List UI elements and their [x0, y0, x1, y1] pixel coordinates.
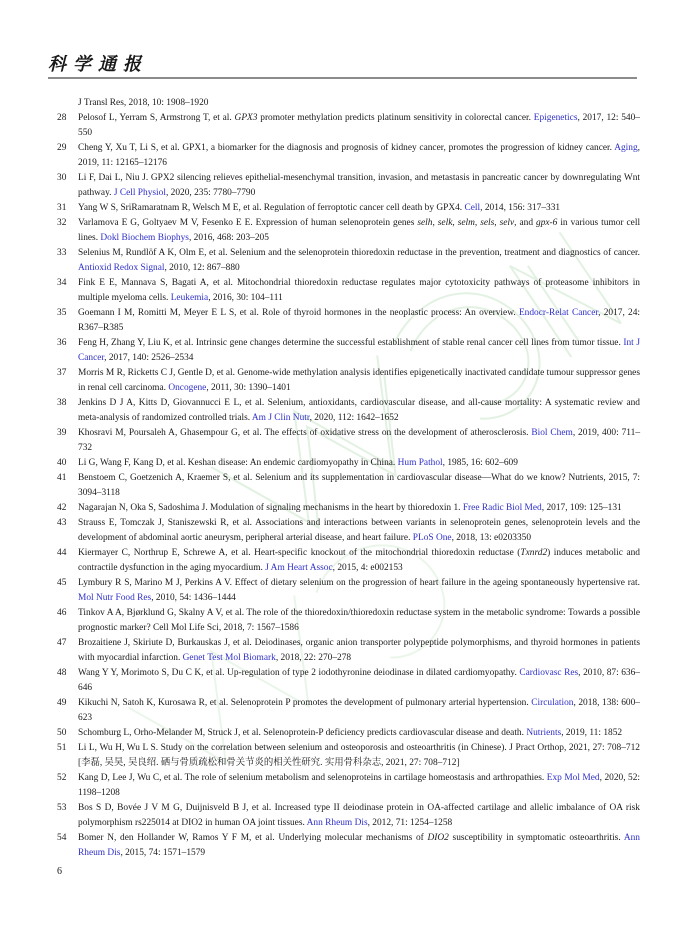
reference-number: 33 [57, 248, 67, 258]
reference-item [57, 216, 640, 246]
italic-gene-term: sels [480, 218, 495, 228]
journal-link[interactable]: Genet Test Mol Biomark [182, 653, 276, 663]
italic-gene-term: DIO2 [427, 833, 449, 843]
journal-link[interactable]: Circulation [531, 698, 574, 708]
reference-item [57, 171, 640, 201]
reference-number: 43 [57, 518, 67, 528]
reference-item [57, 426, 640, 456]
italic-gene-term: selv [499, 218, 515, 228]
reference-number: 54 [57, 833, 67, 843]
reference-text: , 2018, 13: e0203350 [451, 533, 532, 543]
reference-text: , 2018, 22: 270–278 [275, 653, 352, 663]
reference-item [57, 471, 640, 501]
reference-item [57, 576, 640, 606]
italic-gene-term: GPX3 [234, 113, 258, 123]
journal-link[interactable]: Exp Mol Med [546, 773, 600, 783]
reference-text: , 1985, 16: 602–609 [442, 458, 518, 468]
reference-number: 42 [57, 503, 67, 513]
reference-text: , 2010, 12: 867–880 [164, 263, 240, 273]
reference-number: 51 [57, 743, 67, 753]
reference-number: 38 [57, 398, 67, 408]
italic-gene-term: Txnrd2 [520, 548, 548, 558]
reference-text: susceptibility in symptomatic osteoarthritis. [448, 833, 624, 843]
reference-text: , 2019, 11: 1852 [561, 728, 623, 738]
journal-link[interactable]: Cardiovasc Res [519, 668, 579, 678]
journal-link[interactable]: Am J Clin Nutr [251, 413, 310, 423]
reference-list [57, 111, 640, 861]
reference-item [57, 546, 640, 576]
reference-text: Strauss E, Tomczak J, Staniszewski R, et al. Associations and interactions between variants in selenoprotein genes, selenoprotein levels and the development of abdominal aortic aneurysm, peripheral arterial disease, and heart failure. [78, 518, 640, 543]
reference-text: Cheng Y, Xu T, Li S, et al. GPX1, a biomarker for the diagnosis and prognosis of kidney cancer, promotes the progression of kidney cancer. [78, 143, 615, 153]
reference-text: , 2020, 52: 1198–1208 [78, 773, 640, 798]
journal-link[interactable]: J Am Heart Assoc [265, 563, 333, 573]
page-number: 6 [57, 866, 62, 877]
reference-number: 34 [57, 278, 67, 288]
reference-text: Yang W S, SriRamaratnam R, Welsch M E, et al. Regulation of ferroptotic cancer cell death by GPX4. [78, 203, 465, 213]
journal-link[interactable]: Ann Rheum Dis [306, 818, 368, 828]
reference-item [57, 111, 640, 141]
reference-number: 49 [57, 698, 67, 708]
journal-link[interactable]: J Cell Physiol [113, 188, 166, 198]
journal-link[interactable]: Leukemia [170, 293, 209, 303]
reference-item [57, 246, 640, 276]
journal-link[interactable]: Epigenetics [533, 113, 578, 123]
reference-number: 45 [57, 578, 67, 588]
reference-item [57, 516, 640, 546]
reference-number: 36 [57, 338, 67, 348]
italic-gene-term: selm [457, 218, 475, 228]
reference-number: 46 [57, 608, 67, 618]
reference-text: Kang D, Lee J, Wu C, et al. The role of selenium metabolism and selenoproteins in cartilage homeostasis and arthropathies. [78, 773, 547, 783]
reference-text: Li F, Dai L, Niu J. GPX2 silencing relieves epithelial-mesenchymal transition, invasion, and metastasis in pancreatic cancer by downregulating Wnt pathway. [78, 173, 640, 198]
italic-gene-term: selk [437, 218, 453, 228]
reference-text: , 2015, 4: e002153 [332, 563, 403, 573]
reference-text: , [432, 218, 438, 228]
journal-link[interactable]: Free Radic Biol Med [462, 503, 542, 513]
reference-text: Wang Y Y, Morimoto S, Du C K, et al. Up-regulation of type 2 iodothyronine deiodinase in dilated cardiomyopathy. [78, 668, 520, 678]
reference-number: 37 [57, 368, 67, 378]
reference-text: Bomer N, den Hollander W, Ramos Y F M, et al. Underlying molecular mechanisms of [78, 833, 428, 843]
reference-number: 48 [57, 668, 67, 678]
header-rule [48, 77, 637, 79]
reference-item [57, 456, 640, 471]
reference-number: 30 [57, 173, 67, 183]
italic-gene-term: gpx-6 [536, 218, 558, 228]
reference-text: Nagarajan N, Oka S, Sadoshima J. Modulation of signaling mechanisms in the heart by thioredoxin 1. [78, 503, 463, 513]
journal-logo: 科学通报 [48, 54, 148, 74]
reference-text: , 2019, 11: 12165–12176 [78, 143, 640, 168]
reference-item [57, 366, 640, 396]
journal-link[interactable]: Cell [464, 203, 481, 213]
reference-text: , 2014, 156: 317–331 [480, 203, 561, 213]
reference-text: Li G, Wang F, Kang D, et al. Keshan disease: An endemic cardiomyopathy in China. [78, 458, 398, 468]
reference-text: , [474, 218, 481, 228]
journal-link[interactable]: Biol Chem [531, 428, 573, 438]
reference-item [57, 636, 640, 666]
reference-text: Varlamova E G, Goltyaev M V, Fesenko E E. Expression of human selenoprotein genes [78, 218, 418, 228]
journal-link[interactable]: PLoS One [412, 533, 452, 543]
reference-text: , 2011, 30: 1390–1401 [206, 383, 291, 393]
reference-text: Kikuchi N, Satoh K, Kurosawa R, et al. Selenoprotein P promotes the development of pulmonary arterial hypertension. [78, 698, 532, 708]
reference-text: ) induces metabolic and contractile dysfunction in the aging myocardium. [78, 548, 640, 573]
reference-number: 29 [57, 143, 67, 153]
reference-text: , 2010, 87: 636–646 [78, 668, 640, 693]
italic-gene-term: selh [417, 218, 433, 228]
reference-text: Fink E E, Mannava S, Bagati A, et al. Mitochondrial thioredoxin reductase regulates major cytotoxicity pathways of proteasome inhibitors in multiple myeloma cells. [78, 278, 640, 303]
journal-link[interactable]: Antioxid Redox Signal [78, 263, 165, 273]
reference-text: , 2012, 71: 1254–1258 [367, 818, 453, 828]
reference-item [57, 141, 640, 171]
reference-number: 44 [57, 548, 67, 558]
reference-text: in various tumor cell lines. [78, 218, 641, 243]
reference-text: Jenkins D J A, Kitts D, Giovannucci E L, et al. Selenium, antioxidants, cardiovascular disease, and all-cause mortality: A systematic review and meta-analysis of randomized controlled trials. [78, 398, 640, 423]
reference-item [57, 771, 640, 801]
reference-number: 41 [57, 473, 67, 483]
journal-link[interactable]: Nutrients [526, 728, 562, 738]
reference-text: , 2017, 12: 540–550 [78, 113, 640, 138]
reference-text: Brozaitiene J, Skiriute D, Burkauskas J, et al. Deiodinases, organic anion transporter polypeptide polymorphisms, and thyroid hormones in patients with myocardial infarction. [78, 638, 640, 663]
reference-text: , 2017, 24: R367–R385 [78, 308, 640, 333]
reference-number: 52 [57, 773, 67, 783]
reference-number: 53 [57, 803, 67, 813]
reference-item [57, 336, 640, 366]
reference-text: , [452, 218, 458, 228]
reference-item [57, 306, 640, 336]
reference-number: 32 [57, 218, 67, 228]
reference-item [57, 201, 640, 216]
reference-text: Schomburg L, Orho-Melander M, Struck J, et al. Selenoprotein-P deficiency predicts cardiovascular disease and death. [78, 728, 527, 738]
reference-text: Goemann I M, Romitti M, Meyer E L S, et al. Role of thyroid hormones in the neoplastic process: An overview. [78, 308, 519, 318]
reference-item [57, 801, 640, 831]
reference-text: , 2017, 140: 2526–2534 [104, 353, 194, 363]
journal-link[interactable]: Mol Nutr Food Res [78, 593, 152, 603]
reference-text: Lymbury R S, Marino M J, Perkins A V. Effect of dietary selenium on the progression of heart failure in the ageing spontaneously hypertensive rat. [78, 578, 640, 588]
journal-link[interactable]: Int J Cancer [78, 338, 640, 363]
reference-number: 47 [57, 638, 67, 648]
reference-item [57, 726, 640, 741]
reference-text: , 2016, 468: 203–205 [188, 233, 269, 243]
reference-text: Li L, Wu H, Wu L S. Study on the correlation between selenium and osteoporosis and osteoarthritis (in Chinese). J Pract Orthop, 2021, 27: 708–712 [李磊, 吴昊, 吴良绍. 硒与骨质疏松和骨关节炎的相关性研究. 实用骨科杂志, 2021, 27: 708–712] [78, 743, 640, 768]
reference-text: , and [514, 218, 536, 228]
reference-number: 39 [57, 428, 67, 438]
reference-text: promoter methylation predicts platinum sensitivity in colorectal cancer. [257, 113, 534, 123]
reference-text: Selenius M, Rundlöf A K, Olm E, et al. Selenium and the selenoprotein thioredoxin reductase in the prevention, treatment and diagnostics of cancer. [78, 248, 640, 258]
reference-number: 28 [57, 113, 67, 123]
reference-text: , [494, 218, 500, 228]
reference-text: , 2016, 30: 104–111 [208, 293, 283, 303]
reference-item [57, 396, 640, 426]
reference-text: , 2020, 235: 7780–7790 [165, 188, 256, 198]
reference-text: , 2018, 138: 600–623 [78, 698, 640, 723]
journal-link[interactable]: Hum Pathol [397, 458, 443, 468]
reference-item [57, 276, 640, 306]
reference-section [57, 96, 640, 861]
journal-link[interactable]: Dokl Biochem Biophys [100, 233, 189, 243]
journal-link[interactable]: Endocr-Relat Cancer [518, 308, 599, 318]
reference-text: , 2015, 74: 1571–1579 [120, 848, 206, 858]
reference-item [57, 831, 640, 861]
reference-item [57, 741, 640, 771]
reference-number: 40 [57, 458, 67, 468]
reference-text: , 2019, 400: 711–732 [78, 428, 641, 453]
reference-number: 35 [57, 308, 67, 318]
reference-text: Morris M R, Ricketts C J, Gentle D, et al. Genome-wide methylation analysis identifies epigenetically inactivated candidate tumour suppressor genes in renal cell carcinoma. [78, 368, 640, 393]
reference-item [57, 501, 640, 516]
reference-text: Khosravi M, Poursaleh A, Ghasempour G, et al. The effects of oxidative stress on the development of atherosclerosis. [78, 428, 532, 438]
reference-text: , 2010, 54: 1436–1444 [151, 593, 236, 603]
reference-text: , 2017, 109: 125–131 [541, 503, 622, 513]
journal-link[interactable]: Oncogene [168, 383, 207, 393]
reference-item [57, 696, 640, 726]
reference-text: Feng H, Zhang Y, Liu K, et al. Intrinsic gene changes determine the successful establishment of stable renal cancer cell lines from tumor tissue. [78, 338, 624, 348]
reference-item [57, 606, 640, 636]
reference-continuation: J Transl Res, 2018, 10: 1908–1920 [78, 98, 209, 108]
reference-number: 50 [57, 728, 67, 738]
reference-text: Tinkov A A, Bjørklund G, Skalny A V, et al. The role of the thioredoxin/thioredoxin reductase system in the metabolic syndrome: Towards a possible prognostic marker? Cell Mol Life Sci, 2018, 7: 1567–1586 [78, 608, 640, 633]
reference-text: Kiermayer C, Northrup E, Schrewe A, et al. Heart-specific knockout of the mitochondrial thioredoxin reductase ( [78, 548, 521, 558]
reference-text: Benstoem C, Goetzenich A, Kraemer S, et al. Selenium and its supplementation in cardiovascular disease—What do we know? Nutrients, 2015, 7: 3094–3118 [78, 473, 640, 498]
journal-link[interactable]: Ann Rheum Dis [78, 833, 640, 858]
reference-number: 31 [57, 203, 67, 213]
journal-link[interactable]: Aging [614, 143, 638, 153]
reference-item [57, 666, 640, 696]
reference-text: Pelosof L, Yerram S, Armstrong T, et al. [78, 113, 235, 123]
reference-text: , 2020, 112: 1642–1652 [309, 413, 399, 423]
reference-text: Bos S D, Bovée J V M G, Duijnisveld B J, et al. Increased type II deiodinase protein in OA-affected cartilage and allelic imbalance of OA risk polymorphism rs225014 at DIO2 in human OA joint tissues. [78, 803, 640, 828]
